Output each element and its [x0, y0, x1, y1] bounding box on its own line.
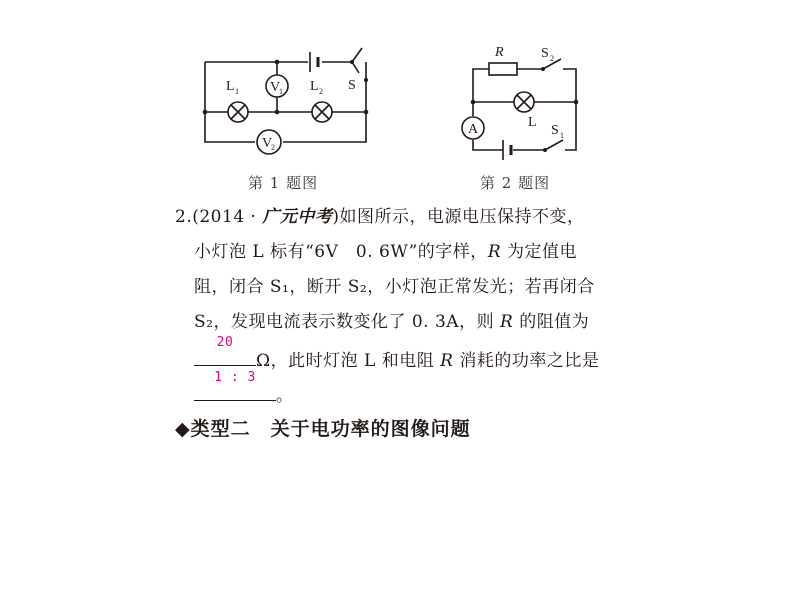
question-line-6-end: 。 [276, 386, 294, 406]
question-line-3-text: 阻，闭合 S₁，断开 S₂，小灯泡正常发光；若再闭合 [194, 277, 595, 297]
label-s2: S [541, 46, 549, 61]
question-line-2 [194, 242, 577, 262]
question-line-4-text: S₂，发现电流表示数变化了 0. 3A，则 [194, 312, 500, 332]
label-v2: V [262, 136, 273, 151]
figure-2-circuit [455, 40, 585, 165]
question-source-close: ) [332, 207, 340, 227]
symbol-r: R [487, 242, 502, 262]
figure-2-caption: 第 2 题图 [480, 174, 551, 192]
question-line-4 [194, 312, 589, 332]
question-source-open: (2014 · [192, 207, 263, 227]
symbol-r: R [499, 312, 514, 332]
symbol-r: R [440, 351, 454, 371]
label-s1-sub: 1 [560, 131, 564, 140]
answer-1: 20 [216, 335, 234, 350]
answer-blank-2[interactable] [194, 370, 276, 401]
question-line-2-text: 小灯泡 L 标有“6V 0. 6W”的字样， [194, 242, 488, 262]
figure-1-circuit [200, 40, 390, 165]
question-source-name: 广元中考 [262, 207, 333, 227]
question-line-4-end: 的阻值为 [513, 312, 590, 332]
label-v1-sub: 1 [279, 87, 283, 96]
question-line-3 [194, 277, 595, 297]
label-r: R [495, 45, 504, 60]
section-heading: ◆类型二 关于电功率的图像问题 [175, 418, 471, 440]
answer-blank-1[interactable] [194, 335, 256, 366]
question-line-1-text: 如图所示，电源电压保持不变， [339, 207, 585, 227]
label-s2-sub: 2 [550, 54, 554, 63]
question-number: 2. [175, 207, 193, 227]
question-line-6 [194, 370, 294, 406]
label-l1-sub: 1 [235, 87, 239, 96]
answer-2: 1 : 3 [214, 370, 256, 385]
question-line-2-end: 为定值电 [501, 242, 578, 262]
label-l2-sub: 2 [319, 87, 323, 96]
label-v2-sub: 2 [271, 143, 275, 152]
question-line-1 [175, 207, 584, 227]
label-v1: V [270, 80, 281, 95]
figure-1-caption: 第 1 题图 [248, 174, 319, 192]
label-s: S [348, 78, 356, 93]
label-s1: S [551, 123, 559, 138]
label-l1: L [226, 79, 235, 94]
label-a: A [468, 122, 479, 137]
question-line-5-text: Ω，此时灯泡 L 和电阻 [256, 351, 441, 371]
label-l: L [528, 115, 537, 130]
label-l2: L [310, 79, 319, 94]
question-line-5-end: 消耗的功率之比是 [453, 351, 600, 371]
